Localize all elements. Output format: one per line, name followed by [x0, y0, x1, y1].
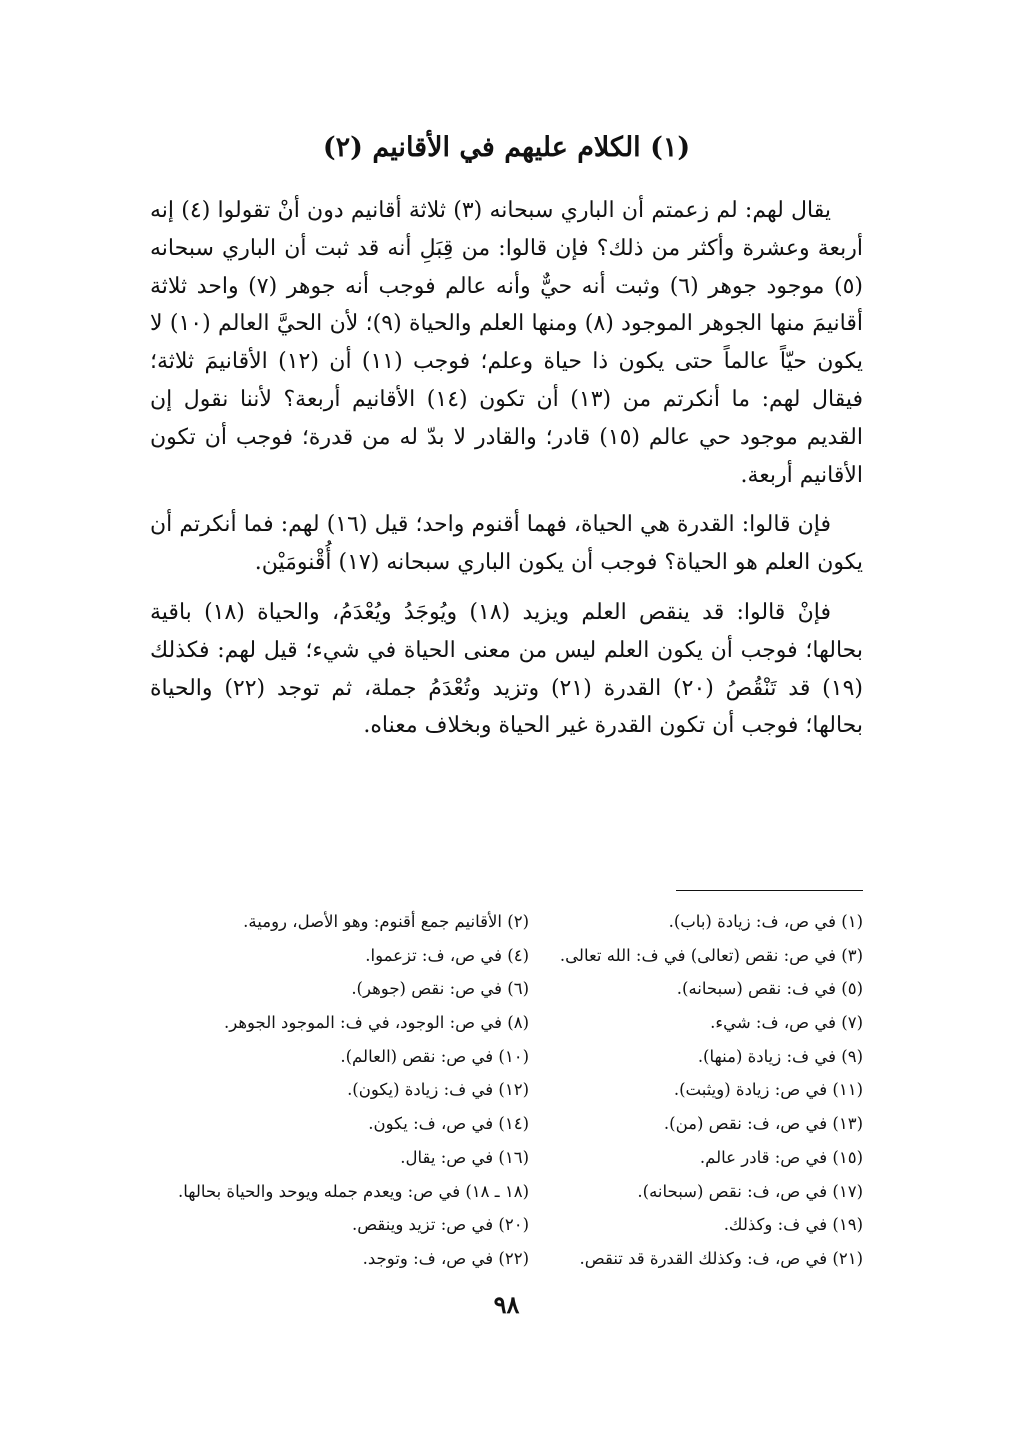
footnote: (٦) في ص: نقص (جوهر).: [351, 979, 529, 999]
footnote-row: [150, 939, 863, 973]
footnote: (١٦) في ص: يقال.: [400, 1147, 529, 1167]
footnote: (١٠) في ص: نقص (العالم).: [340, 1046, 529, 1066]
footnote-separator: [676, 890, 863, 891]
footnote: (١٩) في ف: وكذلك.: [723, 1215, 863, 1235]
footnotes: [150, 905, 863, 1276]
footnote-row: [150, 1242, 863, 1276]
paragraph-3: فإنْ قالوا: قد ينقص العلم ويزيد (١٨) ويُوجَدُ ويُعْدَمُ، والحياة (١٨) باقية بحالها؛ فوجب أن يكون العلم ليس من معنى الحياة في شيء؛ قيل لهم: فكذلك (١٩) قد تَنْقُصُ (٢٠) القدرة (٢١) وتزيد وتُعْدَمُ جملة، ثم توجد (٢٢) والحياة بحالها؛ فوجب أن تكون القدرة غير الحياة وبخلاف معناه.: [150, 599, 863, 739]
footnote-row: [150, 972, 863, 1006]
footnote: (١٢) في ف: زيادة (يكون).: [347, 1080, 529, 1100]
footnote: (١٧) في ص، ف: نقص (سبحانه).: [637, 1181, 863, 1201]
footnote: (٤) في ص، ف: تزعموا.: [365, 945, 529, 965]
paragraph-1: يقال لهم: لم زعمتم أن الباري سبحانه (٣) ثلاثة أقانيم دون أنْ تقولوا (٤) إنه أربعة وعشرة وأكثر من ذلك؟ فإن قالوا: من قِبَلِ أنه قد ثبت أن الباري سبحانه (٥) موجود جوهر (٦) وثبت أنه حيٌّ وأنه عالم فوجب أنه جوهر (٧) واحد ثلاثة أقانيمَ منها الجوهر الموجود (٨) ومنها العلم والحياة (٩)؛ لأن الحيَّ العالم (١٠) لا يكون حيّاً عالماً حتى يكون ذا حياة وعلم؛ فوجب (١١) أن (١٢) الأقانيمَ ثلاثة؛ فيقال لهم: ما أنكرتم من (١٣) أن تكون (١٤) الأقانيم أربعة؟ لأننا نقول إن القديم موجود حي عالم (١٥) قادر؛ والقادر لا بدّ له من قدرة؛ فوجب أن تكون الأقانيم أربعة.: [150, 198, 863, 488]
footnote: (٥) في ف: نقص (سبحانه).: [676, 979, 863, 999]
footnote-row: [150, 1073, 863, 1107]
footnote: (١٤) في ص، ف: يكون.: [368, 1114, 529, 1134]
footnote-row: [150, 1107, 863, 1141]
footnote: (١٣) في ص، ف: نقص (من).: [663, 1114, 863, 1134]
footnote-row: [150, 1040, 863, 1074]
footnote: (٢١) في ص، ف: وكذلك القدرة قد تنقص.: [579, 1248, 863, 1268]
footnote-row: [150, 1141, 863, 1175]
footnote: (٩) في ف: زيادة (منها).: [697, 1046, 863, 1066]
footnote-row: [150, 1175, 863, 1209]
page-number: ٩٨: [493, 1290, 520, 1319]
section-title: (١) الكلام عليهم في الأقانيم (٢): [322, 132, 691, 163]
footnote-row: [150, 1208, 863, 1242]
footnote: (١١) في ص: زيادة (ويثبت).: [673, 1080, 863, 1100]
footnote: (٣) في ص: نقص (تعالى) في ف: الله تعالى.: [559, 945, 863, 965]
footnote-row: [150, 1006, 863, 1040]
body-text: [150, 192, 863, 745]
footnote: (٢) الأقانيم جمع أقنوم: وهو الأصل، رومية.: [243, 912, 529, 931]
footnote: (٢٢) في ص، ف: وتوجد.: [362, 1248, 529, 1268]
footnote: (٧) في ص، ف: شيء.: [710, 1013, 863, 1033]
footnote-row: [150, 905, 863, 939]
footnote: (١٥) في ص: قادر عالم.: [699, 1147, 863, 1167]
paragraph-2: فإن قالوا: القدرة هي الحياة، فهما أقنوم واحد؛ قيل (١٦) لهم: فما أنكرتم أن يكون العلم هو الحياة؟ فوجب أن يكون الباري سبحانه (١٧) أُقْنومَيْن.: [150, 512, 863, 576]
footnote: (٢٠) في ص: تزيد وينقص.: [351, 1215, 529, 1235]
footnote: (٨) في ص: الوجود، في ف: الموجود الجوهر.: [223, 1013, 529, 1033]
footnote: (١٨ ـ ١٨) في ص: ويعدم جمله ويوحد والحياة بحالها.: [178, 1181, 529, 1201]
footnote: (١) في ص، ف: زيادة (باب).: [668, 912, 863, 931]
